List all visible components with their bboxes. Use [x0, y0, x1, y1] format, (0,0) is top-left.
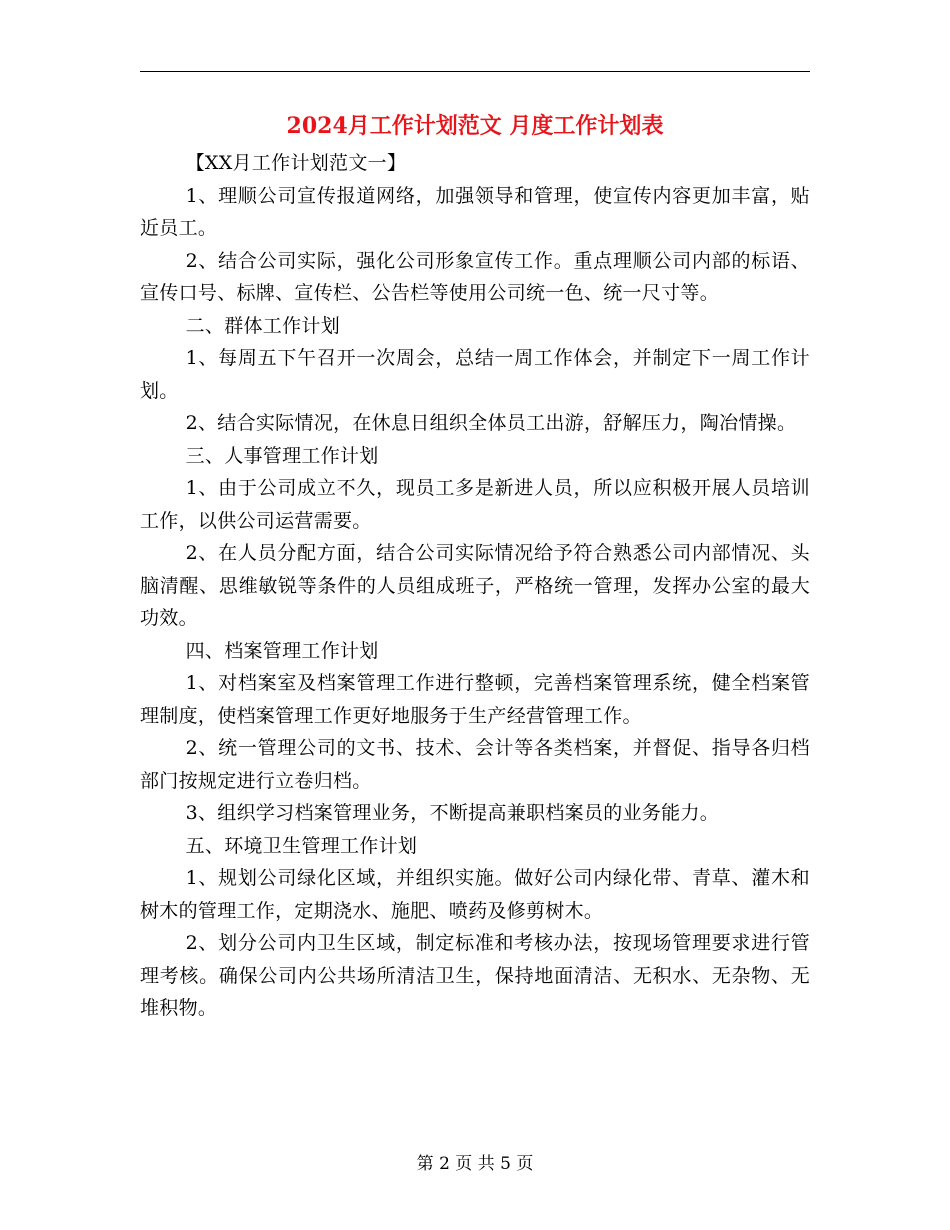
paragraph: 2、结合实际情况，在休息日组织全体员工出游，舒解压力，陶冶情操。: [185, 412, 797, 434]
section-heading: 四、档案管理工作计划: [185, 639, 379, 662]
paragraph: 1、每周五下午召开一次周会，总结一周工作体会，并制定下一周工作计划。: [140, 347, 810, 402]
paragraph: 2、在人员分配方面，结合公司实际情况给予符合熟悉公司内部情况、头脑清醒、思维敏锐等条件的人员组成班子，严格统一管理，发挥办公室的最大功效。: [140, 542, 810, 629]
paragraph: 2、结合公司实际，强化公司形象宣传工作。重点理顺公司内部的标语、宣传口号、标牌、宣传栏、公告栏等使用公司统一色、统一尺寸等。: [140, 249, 810, 304]
paragraph: 2、统一管理公司的文书、技术、会计等各类档案，并督促、指导各归档部门按规定进行立卷归档。: [140, 737, 810, 792]
document-body: [140, 147, 810, 1025]
document-title: 2024月工作计划范文 月度工作计划表: [286, 113, 664, 139]
page-number: 第 2 页 共 5 页: [416, 1154, 534, 1174]
paragraph: 2、划分公司内卫生区域，制定标准和考核办法，按现场管理要求进行管理考核。确保公司内公共场所清洁卫生，保持地面清洁、无积水、无杂物、无堆积物。: [140, 932, 810, 1019]
paragraph: 1、由于公司成立不久，现员工多是新进人员，所以应积极开展人员培训工作，以供公司运营需要。: [140, 477, 810, 532]
section-heading: 三、人事管理工作计划: [185, 444, 379, 467]
paragraph: 1、理顺公司宣传报道网络，加强领导和管理，使宣传内容更加丰富，贴近员工。: [140, 184, 810, 239]
section-heading: 五、环境卫生管理工作计划: [185, 834, 418, 857]
header-rule: [140, 71, 810, 72]
paragraph: 1、规划公司绿化区域，并组织实施。做好公司内绿化带、青草、灌木和树木的管理工作，定期浇水、施肥、喷药及修剪树木。: [140, 867, 810, 922]
paragraph: 3、组织学习档案管理业务，不断提高兼职档案员的业务能力。: [185, 802, 720, 824]
section-heading: 二、群体工作计划: [185, 314, 340, 337]
section-heading: 【XX月工作计划范文一】: [185, 152, 407, 174]
paragraph: 1、对档案室及档案管理工作进行整顿，完善档案管理系统，健全档案管理制度，使档案管理工作更好地服务于生产经营管理工作。: [140, 672, 810, 727]
